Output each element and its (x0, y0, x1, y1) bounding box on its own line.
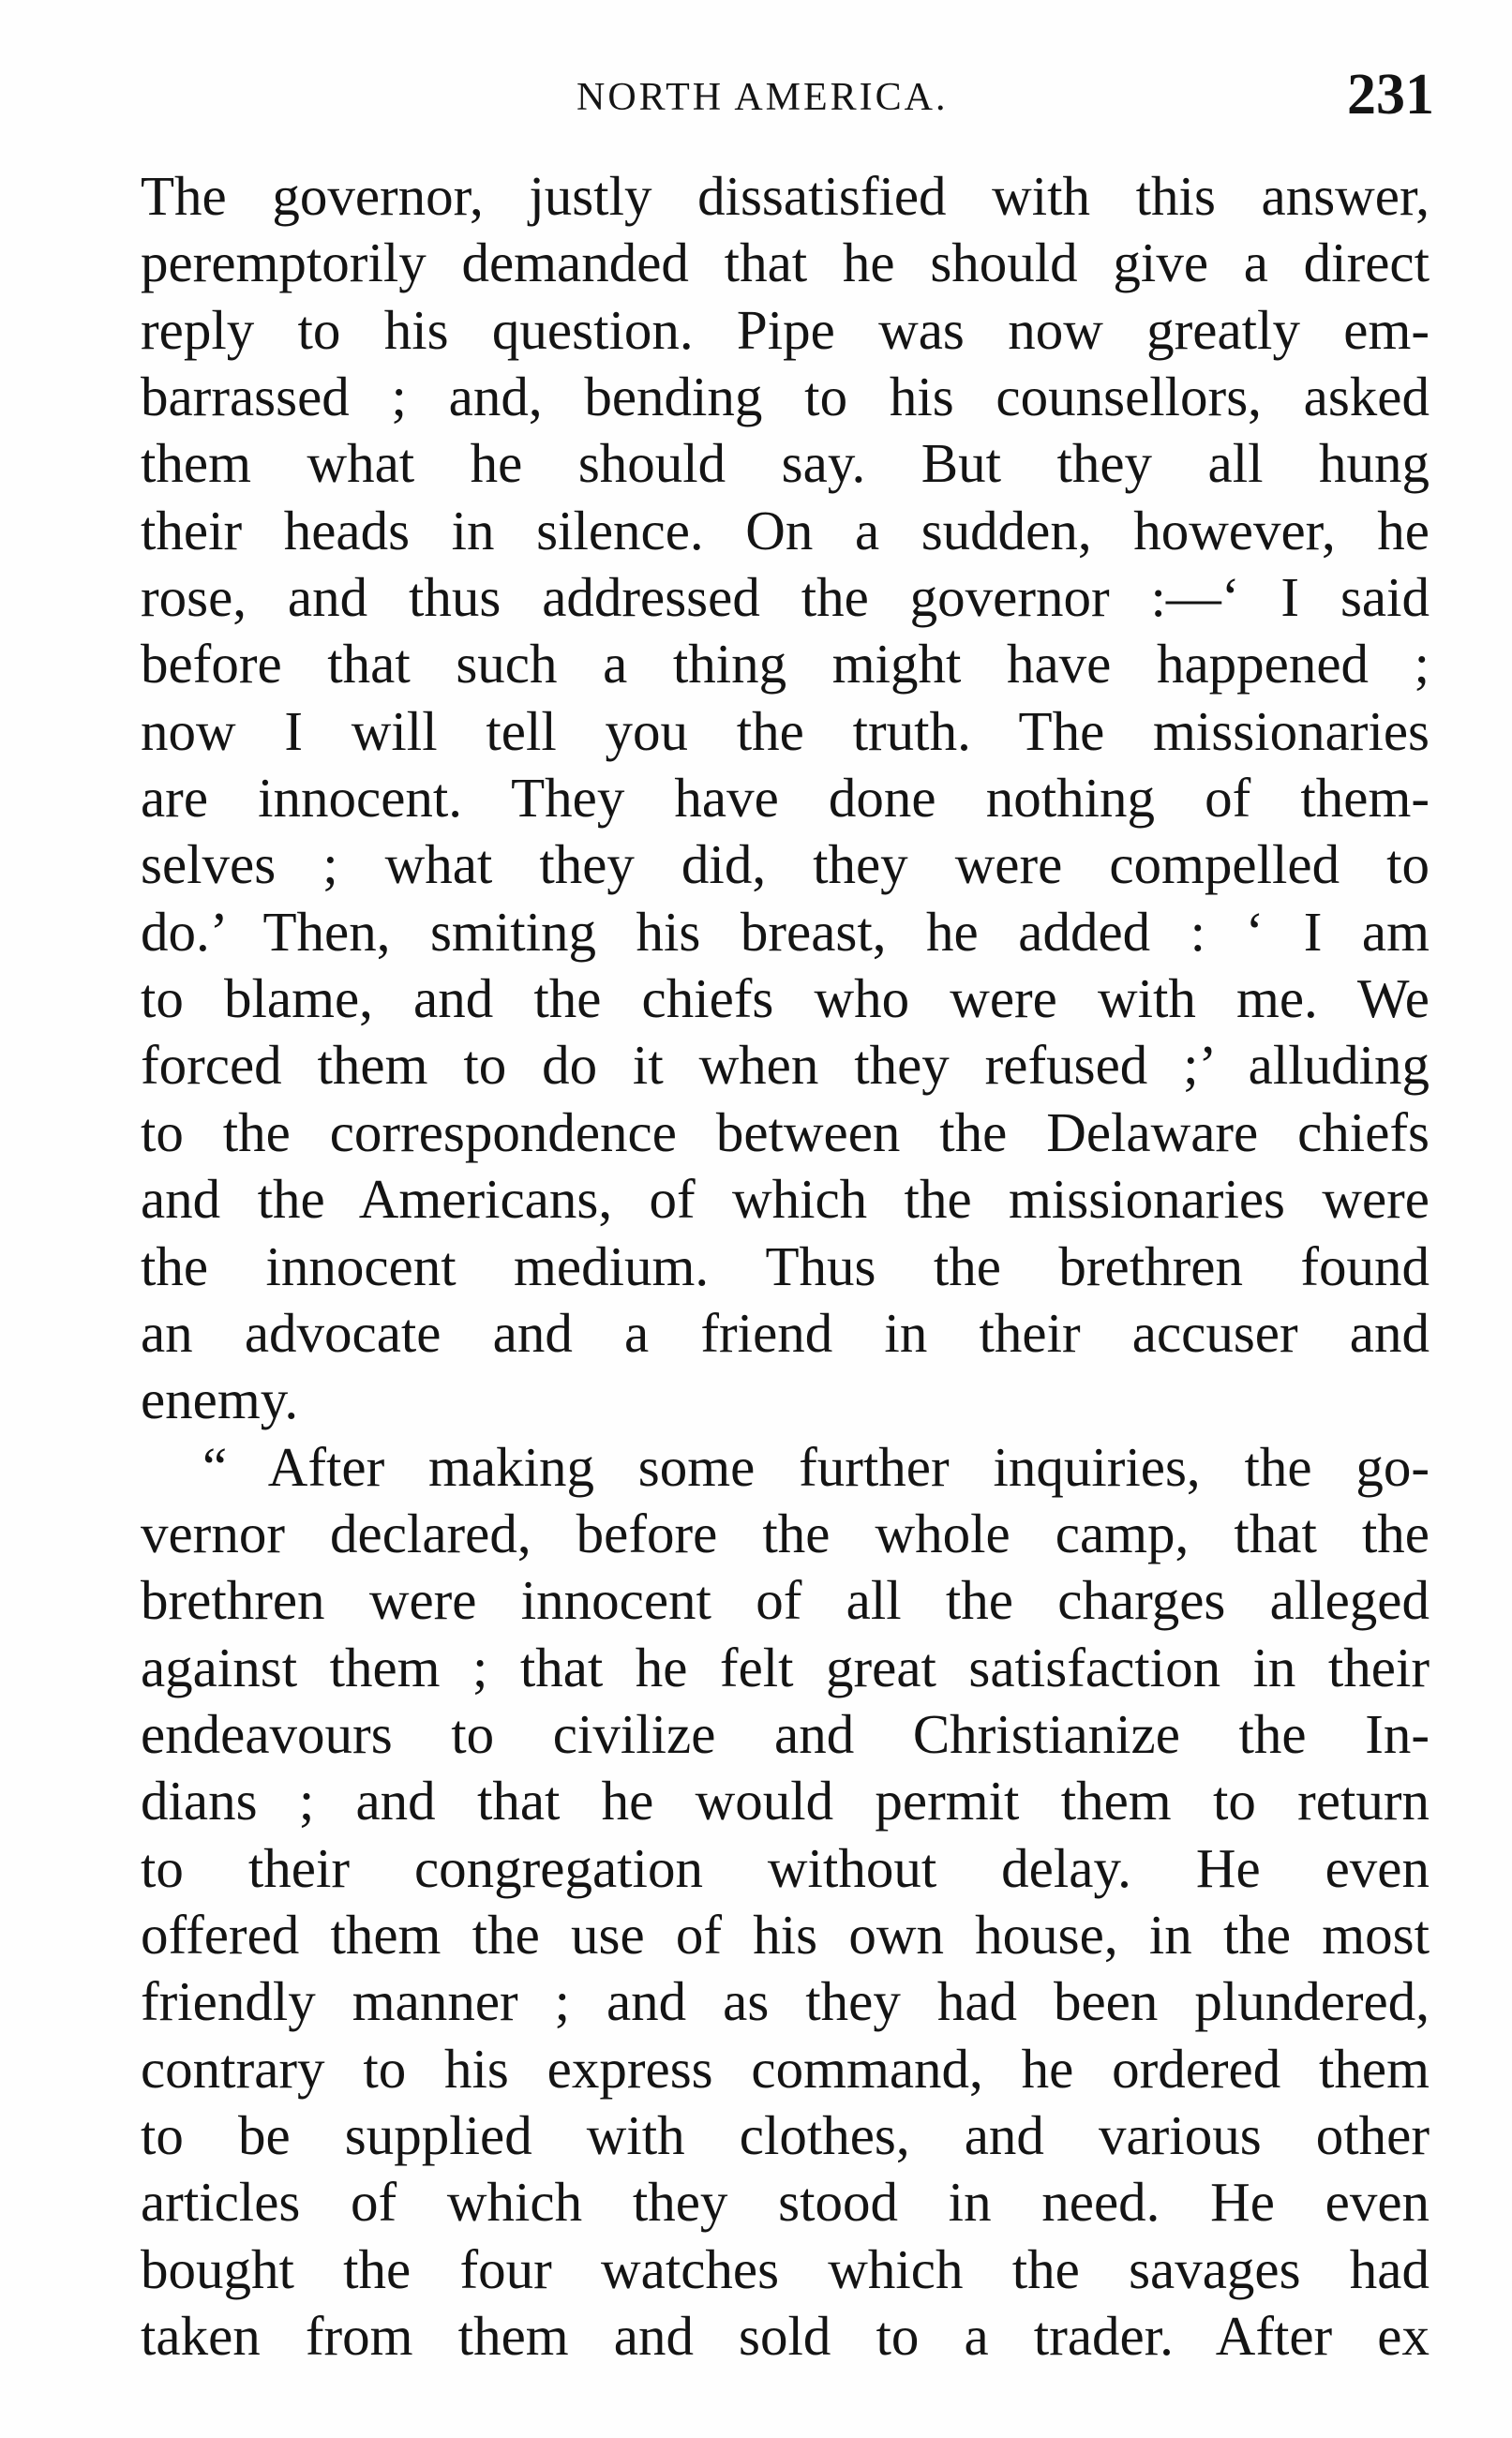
text-line: their heads in silence. On a sudden, however, he (141, 499, 1430, 561)
text-line: barrassed ; and, bending to his counsellors, asked (141, 366, 1430, 428)
text-line: friendly manner ; and as they had been plundered, (141, 1970, 1430, 2033)
text-line: reply to his question. Pipe was now greatly em- (141, 298, 1430, 361)
text-line: are innocent. They have done nothing of them- (141, 767, 1430, 830)
text-line: peremptorily demanded that he should give a direct (141, 232, 1430, 294)
running-head (141, 63, 1434, 131)
text-line: do.’ Then, smiting his breast, he added : ‘ I am (141, 900, 1430, 963)
text-line: vernor declared, before the whole camp, that the (141, 1502, 1430, 1564)
text-line: to their congregation without delay. He even (141, 1836, 1430, 1899)
text-line: rose, and thus addressed the governor :—‘ I said (141, 566, 1430, 629)
text-line: contrary to his express command, he ordered them (141, 2037, 1430, 2100)
text-line: before that such a thing might have happened ; (141, 633, 1430, 696)
text-line: to be supplied with clothes, and various other (141, 2103, 1430, 2166)
text-line: now I will tell you the truth. The missionaries (141, 699, 1430, 762)
text-line: an advocate and a friend in their accuser and (141, 1301, 1430, 1364)
text-line: to the correspondence between the Delaware chiefs (141, 1100, 1430, 1163)
text-line: The governor, justly dissatisfied with this answer, (141, 165, 1430, 227)
text-line: against them ; that he felt great satisfaction in their (141, 1636, 1430, 1698)
body-text (141, 163, 1430, 2370)
text-line: offered them the use of his own house, in the most (141, 1903, 1430, 1966)
text-line: the innocent medium. Thus the brethren found (141, 1234, 1430, 1297)
text-line: endeavours to civilize and Christianize the In- (141, 1702, 1430, 1765)
text-line: taken from them and sold to a trader. After ex (141, 2305, 1430, 2367)
text-line: articles of which they stood in need. He even (141, 2171, 1430, 2234)
running-head-title: NORTH AMERICA. (576, 76, 949, 119)
text-line: selves ; what they did, they were compelled to (141, 833, 1430, 896)
text-line: bought the four watches which the savages had (141, 2237, 1430, 2300)
text-line: and the Americans, of which the missionaries were (141, 1168, 1430, 1231)
paragraph-start-line: “ After making some further inquiries, the go- (202, 1435, 1430, 1498)
text-line: forced them to do it when they refused ;’ alluding (141, 1034, 1430, 1097)
page-number: 231 (1347, 63, 1434, 127)
text-line: brethren were innocent of all the charges alleged (141, 1569, 1430, 1632)
text-line: to blame, and the chiefs who were with me. We (141, 967, 1430, 1030)
text-line: dians ; and that he would permit them to return (141, 1770, 1430, 1832)
paragraph-end-line: enemy. (141, 1369, 299, 1431)
text-line: them what he should say. But they all hung (141, 432, 1430, 495)
